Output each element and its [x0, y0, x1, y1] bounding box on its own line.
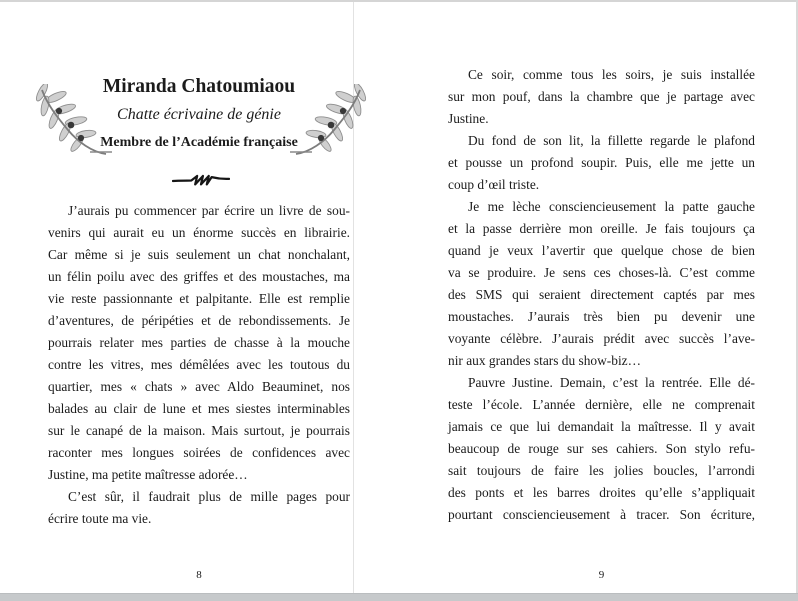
body-line: contre les vitres, mes démêlées avec les toutous du — [48, 357, 350, 372]
body-line: coup d’œil triste. — [448, 177, 540, 192]
body-line: Je me lèche consciencieusement la patte gauche — [468, 199, 755, 214]
body-line: sur le canapé de la maison. Mais surtout, je pourrais — [48, 423, 350, 438]
body-line: moustaches. J’aurais très bien pu devenir une — [448, 309, 755, 324]
body-line: jamais ce que lui demandait la maîtresse. Il y avait — [448, 419, 755, 434]
body-line: C’est sûr, il faudrait plus de mille pages pour — [68, 489, 350, 504]
body-line: d’aventures, de péripéties et de rebondissements. Je — [48, 313, 350, 328]
body-line: pourrais relater mes parties de chasse à la mouche — [48, 335, 350, 350]
body-line: nir aux grandes stars du show-biz… — [448, 353, 642, 368]
body-line: vie reste passionnante et palpitante. Elle est remplie — [48, 291, 350, 306]
right-page-body — [448, 64, 755, 526]
body-line: quartier, mes « chats » avec Aldo Beauminet, nos — [48, 379, 350, 394]
scribble-divider-icon — [172, 174, 230, 187]
body-line: pourtant consciencieusement à tracer. Son écriture, — [448, 507, 755, 522]
body-line: raconter mes longues soirées de confidences avec — [48, 445, 350, 460]
body-line: sur mon pouf, dans la chambre que je partage avec — [448, 89, 755, 104]
left-page — [0, 0, 353, 594]
body-line: des SMS qui seraient directement captés par mes — [448, 287, 755, 302]
body-line: Pauvre Justine. Demain, c’est la rentrée. Elle dé- — [468, 375, 755, 390]
body-line: J’aurais pu commencer par écrire un livre de sou- — [68, 203, 350, 218]
body-line: Ce soir, comme tous les soirs, je suis installée — [468, 67, 755, 82]
left-page-body — [48, 200, 350, 530]
body-line: va se produire. Je sens ces choses-là. C’est comme — [448, 265, 755, 280]
body-line: des ponts et les barres droites qu’elle s’appliquait — [448, 485, 755, 500]
body-line: écrire toute ma vie. — [48, 511, 152, 526]
body-line: et la passe derrière mon oreille. Je fais toujours ça — [448, 221, 755, 236]
body-line: voyante célèbre. J’aurais prédit avec succès l’ave- — [448, 331, 755, 346]
body-line: beaucoup de rouge sur ses cahiers. Son stylo refu- — [448, 441, 755, 456]
body-line: Du fond de son lit, la fillette regarde le plafond — [468, 133, 755, 148]
body-line: un félin poilu avec des griffes et des moustaches, ma — [48, 269, 350, 284]
page-number: 9 — [598, 569, 605, 581]
body-line: Justine. — [448, 111, 489, 126]
bottom-edge-bar — [0, 593, 798, 601]
body-line: balades au clair de lune et mes siestes interminables — [48, 401, 350, 416]
body-line: et pousse un profond soupir. Puis, elle me jette un — [448, 155, 755, 170]
body-line: venirs qui aurait eu un énorme succès en librairie. — [48, 225, 350, 240]
body-line: Justine, ma petite maîtresse adorée… — [48, 467, 248, 482]
author-name: Miranda Chatoumiaou — [102, 76, 296, 97]
right-page — [354, 0, 798, 594]
body-line: Car même si je suis seulement un chat nonchalant, — [48, 247, 350, 262]
body-line: sait toujours de faire les jolies boucles, l’arrondi — [448, 463, 755, 478]
author-membership: Membre de l’Académie française — [100, 135, 298, 150]
body-line: teste l’école. L’année dernière, elle ne comprenait — [448, 397, 755, 412]
page-number: 8 — [196, 569, 202, 581]
author-role: Chatte écrivaine de génie — [117, 106, 281, 123]
body-line: quand je veux l’avertir que quelque chose de bien — [448, 243, 755, 258]
